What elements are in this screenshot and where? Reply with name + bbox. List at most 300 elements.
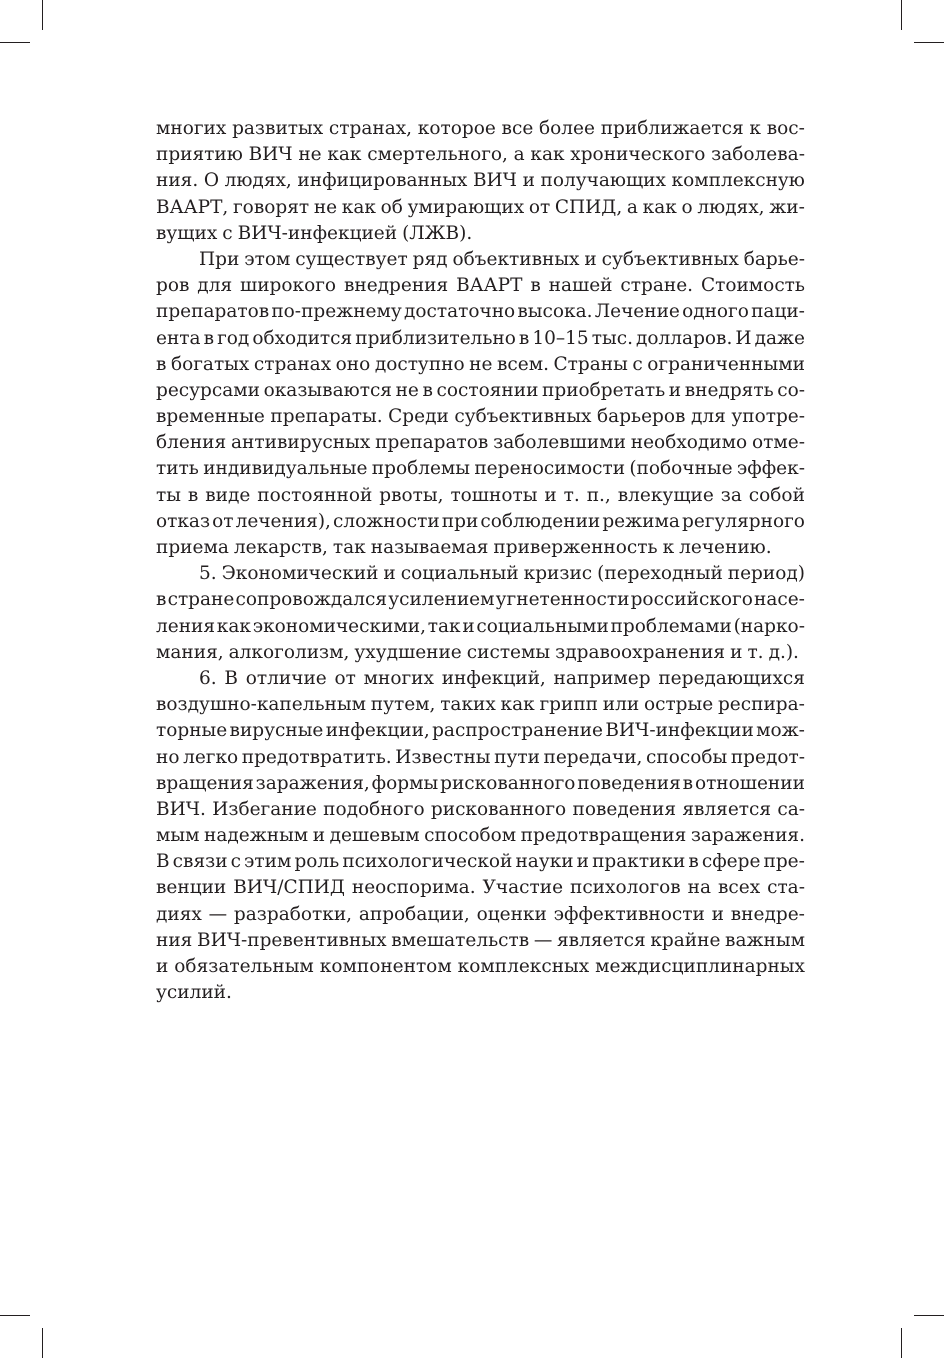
word: При	[199, 248, 240, 270]
word: приобретать	[542, 379, 666, 401]
word: с	[230, 851, 241, 873]
word: лечения),	[235, 510, 331, 532]
word: здравоохранения	[555, 641, 726, 663]
text-line	[156, 509, 805, 535]
word: распространение	[432, 720, 603, 742]
word: барьеров	[597, 406, 686, 428]
word: высока.	[517, 301, 593, 323]
word: как	[500, 694, 535, 716]
word: стране.	[620, 275, 694, 297]
word: ресурсами	[156, 379, 260, 401]
word: заражения.	[690, 825, 805, 847]
word: приема	[156, 537, 229, 558]
word: легко	[183, 746, 239, 768]
body-text	[156, 116, 805, 1006]
word: 6.	[199, 667, 217, 689]
word: комплексных	[457, 956, 590, 977]
word: долларов.	[636, 327, 733, 349]
word: многих	[363, 667, 434, 689]
word: но	[156, 746, 180, 768]
word: в	[156, 589, 167, 611]
word: которое	[417, 118, 496, 139]
word: употре-	[731, 406, 805, 428]
word: инфекций,	[441, 667, 546, 689]
word: рискованного	[440, 772, 576, 794]
word: Лечение	[594, 301, 680, 323]
word: и	[576, 851, 589, 873]
word: поведения	[577, 772, 681, 794]
word: Страны	[553, 353, 628, 375]
word: субъективных	[454, 406, 592, 428]
word: существует	[295, 248, 408, 270]
word: в	[187, 484, 199, 506]
word: даже	[754, 327, 805, 349]
word: пути	[494, 746, 540, 768]
word: лечению.	[679, 537, 772, 558]
word: вущих	[156, 222, 218, 244]
word: социальными	[476, 615, 609, 637]
word: заболева-	[711, 144, 805, 166]
word: оказываются	[263, 379, 392, 401]
word: получающих	[540, 170, 666, 192]
word: социальный	[400, 563, 519, 585]
word: людях,	[697, 196, 765, 218]
word: препаратов	[375, 432, 489, 454]
word: от	[334, 667, 356, 689]
text-line	[156, 221, 805, 247]
word: состоянии	[436, 379, 539, 401]
word: отношении	[694, 772, 805, 794]
word: грипп	[539, 694, 598, 716]
word: ста-	[767, 877, 805, 899]
word: сопровождался	[235, 589, 388, 611]
crop-mark-top-left-h	[0, 42, 30, 43]
crop-mark-bottom-right-h	[914, 1315, 944, 1316]
word: доступно	[374, 353, 465, 375]
word: стране	[167, 589, 235, 611]
word: например	[553, 667, 651, 689]
word: кризис	[523, 563, 593, 585]
text-line	[156, 692, 805, 718]
word: отме-	[752, 432, 805, 454]
word: как	[327, 144, 362, 166]
word: как	[530, 144, 565, 166]
word: не	[469, 353, 493, 375]
word: тыс.	[591, 327, 633, 349]
text-line	[156, 195, 805, 221]
word: от	[528, 196, 551, 218]
word: (побочные	[629, 458, 733, 480]
word: т.	[563, 484, 580, 506]
word: и	[462, 615, 475, 637]
word: приятию	[156, 144, 243, 166]
word: о	[681, 196, 693, 218]
word: д.).	[768, 641, 799, 663]
word: одного	[682, 301, 749, 323]
word: отказ	[156, 510, 211, 532]
word: ления	[156, 615, 216, 637]
text-line	[156, 483, 805, 509]
text-line	[156, 954, 805, 980]
word: достаточно	[403, 301, 516, 323]
word: виде	[205, 484, 251, 506]
text-line	[156, 561, 805, 587]
word: рискованного	[430, 798, 567, 820]
word: и	[584, 248, 597, 270]
text-line	[156, 247, 805, 273]
word: заболевшими	[493, 432, 626, 454]
word: п.,	[586, 484, 611, 506]
text-line	[156, 352, 805, 378]
word: эффек-	[736, 458, 805, 480]
word: воздушно-капельным	[156, 694, 366, 716]
text-line	[156, 326, 805, 352]
word: этим	[244, 851, 292, 873]
word: ента	[156, 327, 201, 349]
text-line	[156, 456, 805, 482]
word: широкого	[240, 275, 337, 297]
word: венции	[156, 877, 227, 899]
word: поведения	[572, 798, 677, 820]
word: Участие	[482, 877, 564, 899]
word: проблемы	[371, 458, 471, 480]
word: к	[749, 118, 761, 139]
word: ухудшение	[354, 641, 462, 663]
word: в	[203, 327, 215, 349]
word: крайне	[650, 929, 721, 951]
word: с	[222, 222, 233, 244]
crop-mark-bottom-left-h	[0, 1315, 30, 1316]
word: усилий.	[156, 982, 232, 1004]
word: системы	[466, 641, 551, 663]
word: ряд	[412, 248, 448, 270]
crop-mark-bottom-right-v	[901, 1328, 902, 1358]
crop-mark-top-left-v	[42, 0, 43, 30]
word: и	[668, 379, 682, 401]
word: Среди	[388, 406, 449, 428]
word: (переходный	[597, 563, 723, 585]
word: сложности	[333, 510, 440, 532]
word: паци-	[751, 301, 805, 323]
word: науки	[515, 851, 574, 873]
word: режима	[602, 510, 680, 532]
word: пре-	[763, 851, 805, 873]
word: за	[720, 484, 742, 506]
word: мания,	[156, 641, 224, 663]
text-line	[156, 535, 805, 561]
word: в	[156, 353, 167, 375]
word: роль	[294, 851, 340, 873]
word: собой	[748, 484, 805, 506]
word: и	[312, 825, 326, 847]
word: говорят	[232, 196, 310, 218]
word: вос-	[766, 118, 805, 139]
word: вращения	[156, 772, 254, 794]
word: при	[441, 510, 479, 532]
word: странах,	[328, 118, 413, 139]
word: торные	[156, 720, 228, 742]
word: компонентом	[319, 956, 452, 977]
text-line	[156, 666, 805, 692]
word: ВИЧ/СПИД	[233, 877, 345, 899]
word: респира-	[717, 694, 805, 716]
text-line	[156, 640, 805, 666]
word: и	[156, 956, 169, 977]
word: людях,	[224, 170, 292, 192]
word: с	[632, 353, 643, 375]
text-line	[156, 771, 805, 797]
text-line	[156, 745, 805, 771]
word: является	[682, 798, 772, 820]
word: хронического	[570, 144, 706, 166]
word: В	[156, 851, 170, 873]
word: острые	[643, 694, 714, 716]
word: и	[522, 170, 535, 192]
word: таких	[440, 694, 496, 716]
word: в	[682, 772, 694, 794]
word: апробации,	[358, 903, 470, 925]
crop-mark-top-right-h	[914, 42, 944, 43]
word: объективных	[452, 248, 580, 270]
word: В	[224, 667, 239, 689]
word: ВААРТ,	[156, 196, 229, 218]
word: приверженность	[493, 537, 658, 558]
word: ВИЧ-инфекции	[605, 720, 754, 742]
word: ВИЧ	[472, 170, 517, 192]
word: проблемами	[610, 615, 732, 637]
word: и	[544, 484, 557, 506]
word: алкоголизм,	[228, 641, 350, 663]
text-line	[156, 718, 805, 744]
word: угнетенности	[495, 589, 630, 611]
text-line	[156, 378, 805, 404]
word: И	[735, 327, 752, 349]
word: а	[626, 196, 638, 218]
word: все	[501, 118, 534, 139]
word: переносимости	[474, 458, 626, 480]
word: ограниченными	[647, 353, 805, 375]
word: Стоимость	[700, 275, 805, 297]
word: ты	[156, 484, 181, 506]
word: как	[341, 196, 376, 218]
text-line	[156, 902, 805, 928]
text-line	[156, 849, 805, 875]
word: са-	[777, 798, 805, 820]
word: по-прежнему	[271, 301, 402, 323]
word: междисциплинарных	[595, 956, 805, 977]
word: приближается	[600, 118, 744, 139]
word: комплексную	[671, 170, 805, 192]
word: в	[518, 327, 530, 349]
text-line	[156, 875, 805, 901]
word: ров	[156, 275, 190, 297]
word: умирающих	[407, 196, 525, 218]
word: так	[332, 537, 366, 558]
word: постоянной	[257, 484, 373, 506]
text-line	[156, 797, 805, 823]
word: —	[533, 929, 553, 951]
word: практики	[592, 851, 686, 873]
word: так	[427, 615, 461, 637]
word: препаратов	[156, 301, 270, 323]
word: ВААРТ	[456, 275, 523, 297]
word: надежным	[204, 825, 309, 847]
word: странах	[253, 353, 332, 375]
word: год	[217, 327, 250, 349]
word: мож-	[756, 720, 805, 742]
word: жи-	[769, 196, 805, 218]
word: регулярного	[681, 510, 805, 532]
word: ВИЧ	[248, 144, 293, 166]
word: дешевым	[329, 825, 420, 847]
word: (ЛЖВ).	[402, 222, 473, 244]
word: богатых	[170, 353, 250, 375]
word: для	[691, 406, 726, 428]
word: ния.	[156, 170, 199, 192]
word: влекущие	[617, 484, 714, 506]
word: или	[602, 694, 640, 716]
word: формы	[371, 772, 439, 794]
text-line	[156, 273, 805, 299]
word: предотвращения	[520, 825, 687, 847]
word: психологов	[569, 877, 681, 899]
word: соблюдении	[480, 510, 601, 532]
text-line	[156, 928, 805, 954]
word: (нарко-	[733, 615, 805, 637]
text-line	[156, 430, 805, 456]
word: обходится	[252, 327, 353, 349]
word: внедрять	[684, 379, 774, 401]
text-line	[156, 614, 805, 640]
crop-mark-bottom-left-v	[42, 1328, 43, 1358]
word: российского	[630, 589, 753, 611]
word: об	[380, 196, 403, 218]
word: на	[687, 877, 712, 899]
word: смертельного,	[367, 144, 508, 166]
word: со-	[777, 379, 805, 401]
word: отличие	[245, 667, 327, 689]
word: диях	[156, 903, 202, 925]
word: для	[197, 275, 233, 297]
word: препараты.	[270, 406, 383, 428]
word: в	[688, 851, 699, 873]
word: путем,	[370, 694, 436, 716]
word: О	[203, 170, 219, 192]
word: а	[513, 144, 525, 166]
text-line	[156, 980, 805, 1006]
word: в	[422, 379, 433, 401]
word: в	[530, 275, 541, 297]
word: временные	[156, 406, 265, 428]
word: всем.	[496, 353, 549, 375]
word: как	[216, 615, 251, 637]
word: 10–15	[532, 327, 589, 349]
word: способом	[424, 825, 517, 847]
word: инфицированных	[297, 170, 468, 192]
word: к	[662, 537, 675, 558]
word: антивирусных	[231, 432, 371, 454]
word: внедрения	[343, 275, 449, 297]
word: —	[208, 903, 228, 925]
word: развитых	[232, 118, 324, 139]
word: психологической	[342, 851, 513, 873]
word: способы	[646, 746, 728, 768]
text-line	[156, 299, 805, 325]
word: и	[730, 641, 743, 663]
word: рвоты,	[379, 484, 444, 506]
text-line	[156, 142, 805, 168]
word: разработки,	[233, 903, 353, 925]
word: обязательным	[174, 956, 314, 977]
word: СПИД,	[554, 196, 623, 218]
word: Избегание	[212, 798, 317, 820]
word: и	[383, 563, 396, 585]
text-line	[156, 116, 805, 142]
word: лекарств,	[233, 537, 328, 558]
word: и	[711, 903, 724, 925]
word: сфере	[701, 851, 761, 873]
word: более	[539, 118, 595, 139]
word: оценки	[476, 903, 547, 925]
word: ния	[156, 929, 193, 951]
text-line	[156, 823, 805, 849]
word: важным	[725, 929, 805, 951]
word: ВИЧ-инфекцией	[237, 222, 398, 244]
word: подобного	[323, 798, 425, 820]
word: называемая	[370, 537, 489, 558]
word: тить	[156, 458, 199, 480]
word: приблизительно	[355, 327, 516, 349]
word: бления	[156, 432, 227, 454]
word: индивидуальные	[203, 458, 368, 480]
word: необходимо	[630, 432, 748, 454]
word: нашей	[548, 275, 613, 297]
word: барье-	[743, 248, 805, 270]
word: эффективности	[553, 903, 705, 925]
word: ВИЧ-превентивных	[196, 929, 387, 951]
word: тошноты	[450, 484, 538, 506]
word: заражения,	[255, 772, 370, 794]
word: т.	[747, 641, 764, 663]
word: Известны	[395, 746, 491, 768]
word: предотвратить.	[241, 746, 392, 768]
word: инфекции,	[325, 720, 430, 742]
word: связи	[172, 851, 228, 873]
word: вирусные	[229, 720, 324, 742]
word: от	[212, 510, 234, 532]
word: предот-	[730, 746, 805, 768]
word: не	[395, 379, 419, 401]
word: вмешательств	[391, 929, 530, 951]
word: многих	[156, 118, 227, 139]
word: период)	[727, 563, 805, 585]
word: всех	[717, 877, 761, 899]
word: внедре-	[730, 903, 805, 925]
word: является	[556, 929, 646, 951]
word: передачи,	[543, 746, 643, 768]
word: не	[298, 144, 322, 166]
text-line	[156, 587, 805, 613]
word: мым	[156, 825, 200, 847]
word: не	[313, 196, 338, 218]
word: 5.	[199, 563, 217, 585]
word: неоспорима.	[351, 877, 476, 899]
word: как	[642, 196, 677, 218]
word: Экономический	[221, 563, 379, 585]
word: ВИЧ.	[156, 798, 206, 820]
crop-mark-top-right-v	[901, 0, 902, 30]
word: усилением	[388, 589, 495, 611]
